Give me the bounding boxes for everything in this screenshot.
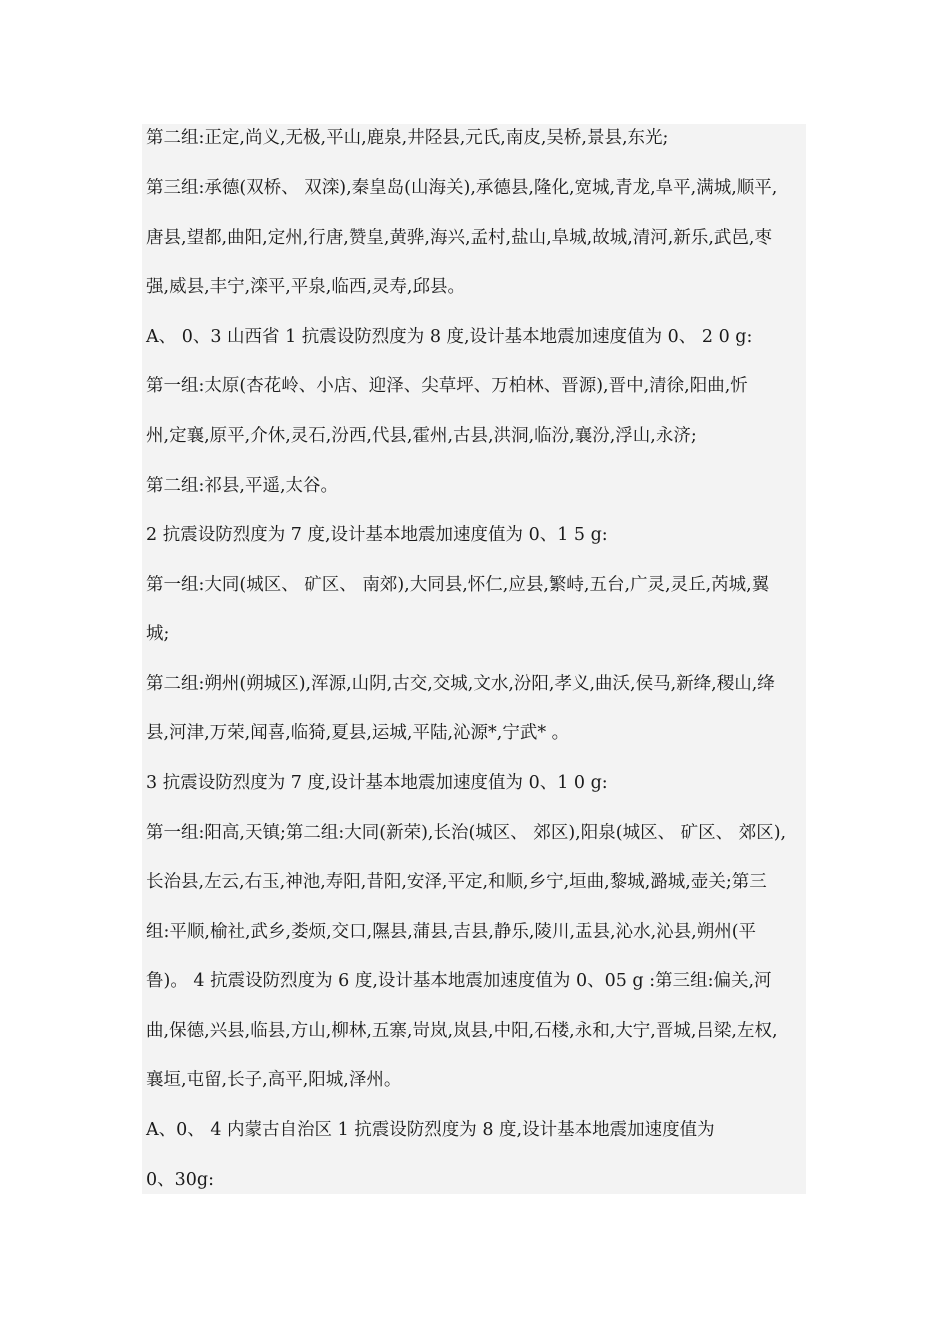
text-line: A、 0、3 山西省 1 抗震设防烈度为 8 度,设计基本地震加速度值为 0、 2 0 g: <box>146 327 753 347</box>
text-line: 鲁)。 4 抗震设防烈度为 6 度,设计基本地震加速度值为 0、05 g :第三组:偏关,河 <box>146 971 772 991</box>
text-line: 第二组:祁县,平遥,太谷。 <box>146 476 339 496</box>
text-line: 第一组:大同(城区、 矿区、 南郊),大同县,怀仁,应县,繁峙,五台,广灵,灵丘,芮城,翼 <box>146 575 770 595</box>
text-line: 第一组:太原(杏花岭、小店、迎泽、尖草坪、万柏林、晋源),晋中,清徐,阳曲,忻 <box>146 376 748 396</box>
text-line: 第一组:阳高,天镇;第二组:大同(新荣),长治(城区、 郊区),阳泉(城区、 矿区、 郊区), <box>146 823 787 843</box>
text-line: 长治县,左云,右玉,神池,寿阳,昔阳,安泽,平定,和顺,乡宁,垣曲,黎城,潞城,壶关;第三 <box>146 872 767 892</box>
text-line: 组:平顺,榆社,武乡,娄烦,交口,隰县,蒲县,吉县,静乐,陵川,盂县,沁水,沁县,朔州(平 <box>146 922 757 942</box>
text-line: 唐县,望都,曲阳,定州,行唐,赞皇,黄骅,海兴,孟村,盐山,阜城,故城,清河,新乐,武邑,枣 <box>146 228 772 248</box>
text-line: 城; <box>146 624 170 644</box>
text-line: 2 抗震设防烈度为 7 度,设计基本地震加速度值为 0、1 5 g: <box>146 525 608 545</box>
text-line: 襄垣,屯留,长子,高平,阳城,泽州。 <box>146 1070 402 1090</box>
text-line: 0、30g: <box>146 1170 215 1190</box>
text-line: 第二组:朔州(朔城区),浑源,山阴,古交,交城,文水,汾阳,孝义,曲沃,侯马,新绛,稷山,绛 <box>146 674 775 694</box>
text-line: 县,河津,万荣,闻喜,临猗,夏县,运城,平陆,沁源*,宁武* 。 <box>146 723 570 743</box>
text-line: 强,威县,丰宁,滦平,平泉,临西,灵寿,邱县。 <box>146 277 465 297</box>
text-line: 曲,保德,兴县,临县,方山,柳林,五寨,岢岚,岚县,中阳,石楼,永和,大宁,晋城,吕梁,左权, <box>146 1021 778 1041</box>
text-line: A、0、 4 内蒙古自治区 1 抗震设防烈度为 8 度,设计基本地震加速度值为 <box>146 1120 715 1140</box>
text-line: 第二组:正定,尚义,无极,平山,鹿泉,井陉县,元氏,南皮,吴桥,景县,东光; <box>146 128 669 148</box>
text-line: 3 抗震设防烈度为 7 度,设计基本地震加速度值为 0、1 0 g: <box>146 773 608 793</box>
text-line: 第三组:承德(双桥、 双滦),秦皇岛(山海关),承德县,隆化,宽城,青龙,阜平,满城,顺平, <box>146 178 778 198</box>
text-line: 州,定襄,原平,介休,灵石,汾西,代县,霍州,古县,洪洞,临汾,襄汾,浮山,永济; <box>146 426 697 446</box>
